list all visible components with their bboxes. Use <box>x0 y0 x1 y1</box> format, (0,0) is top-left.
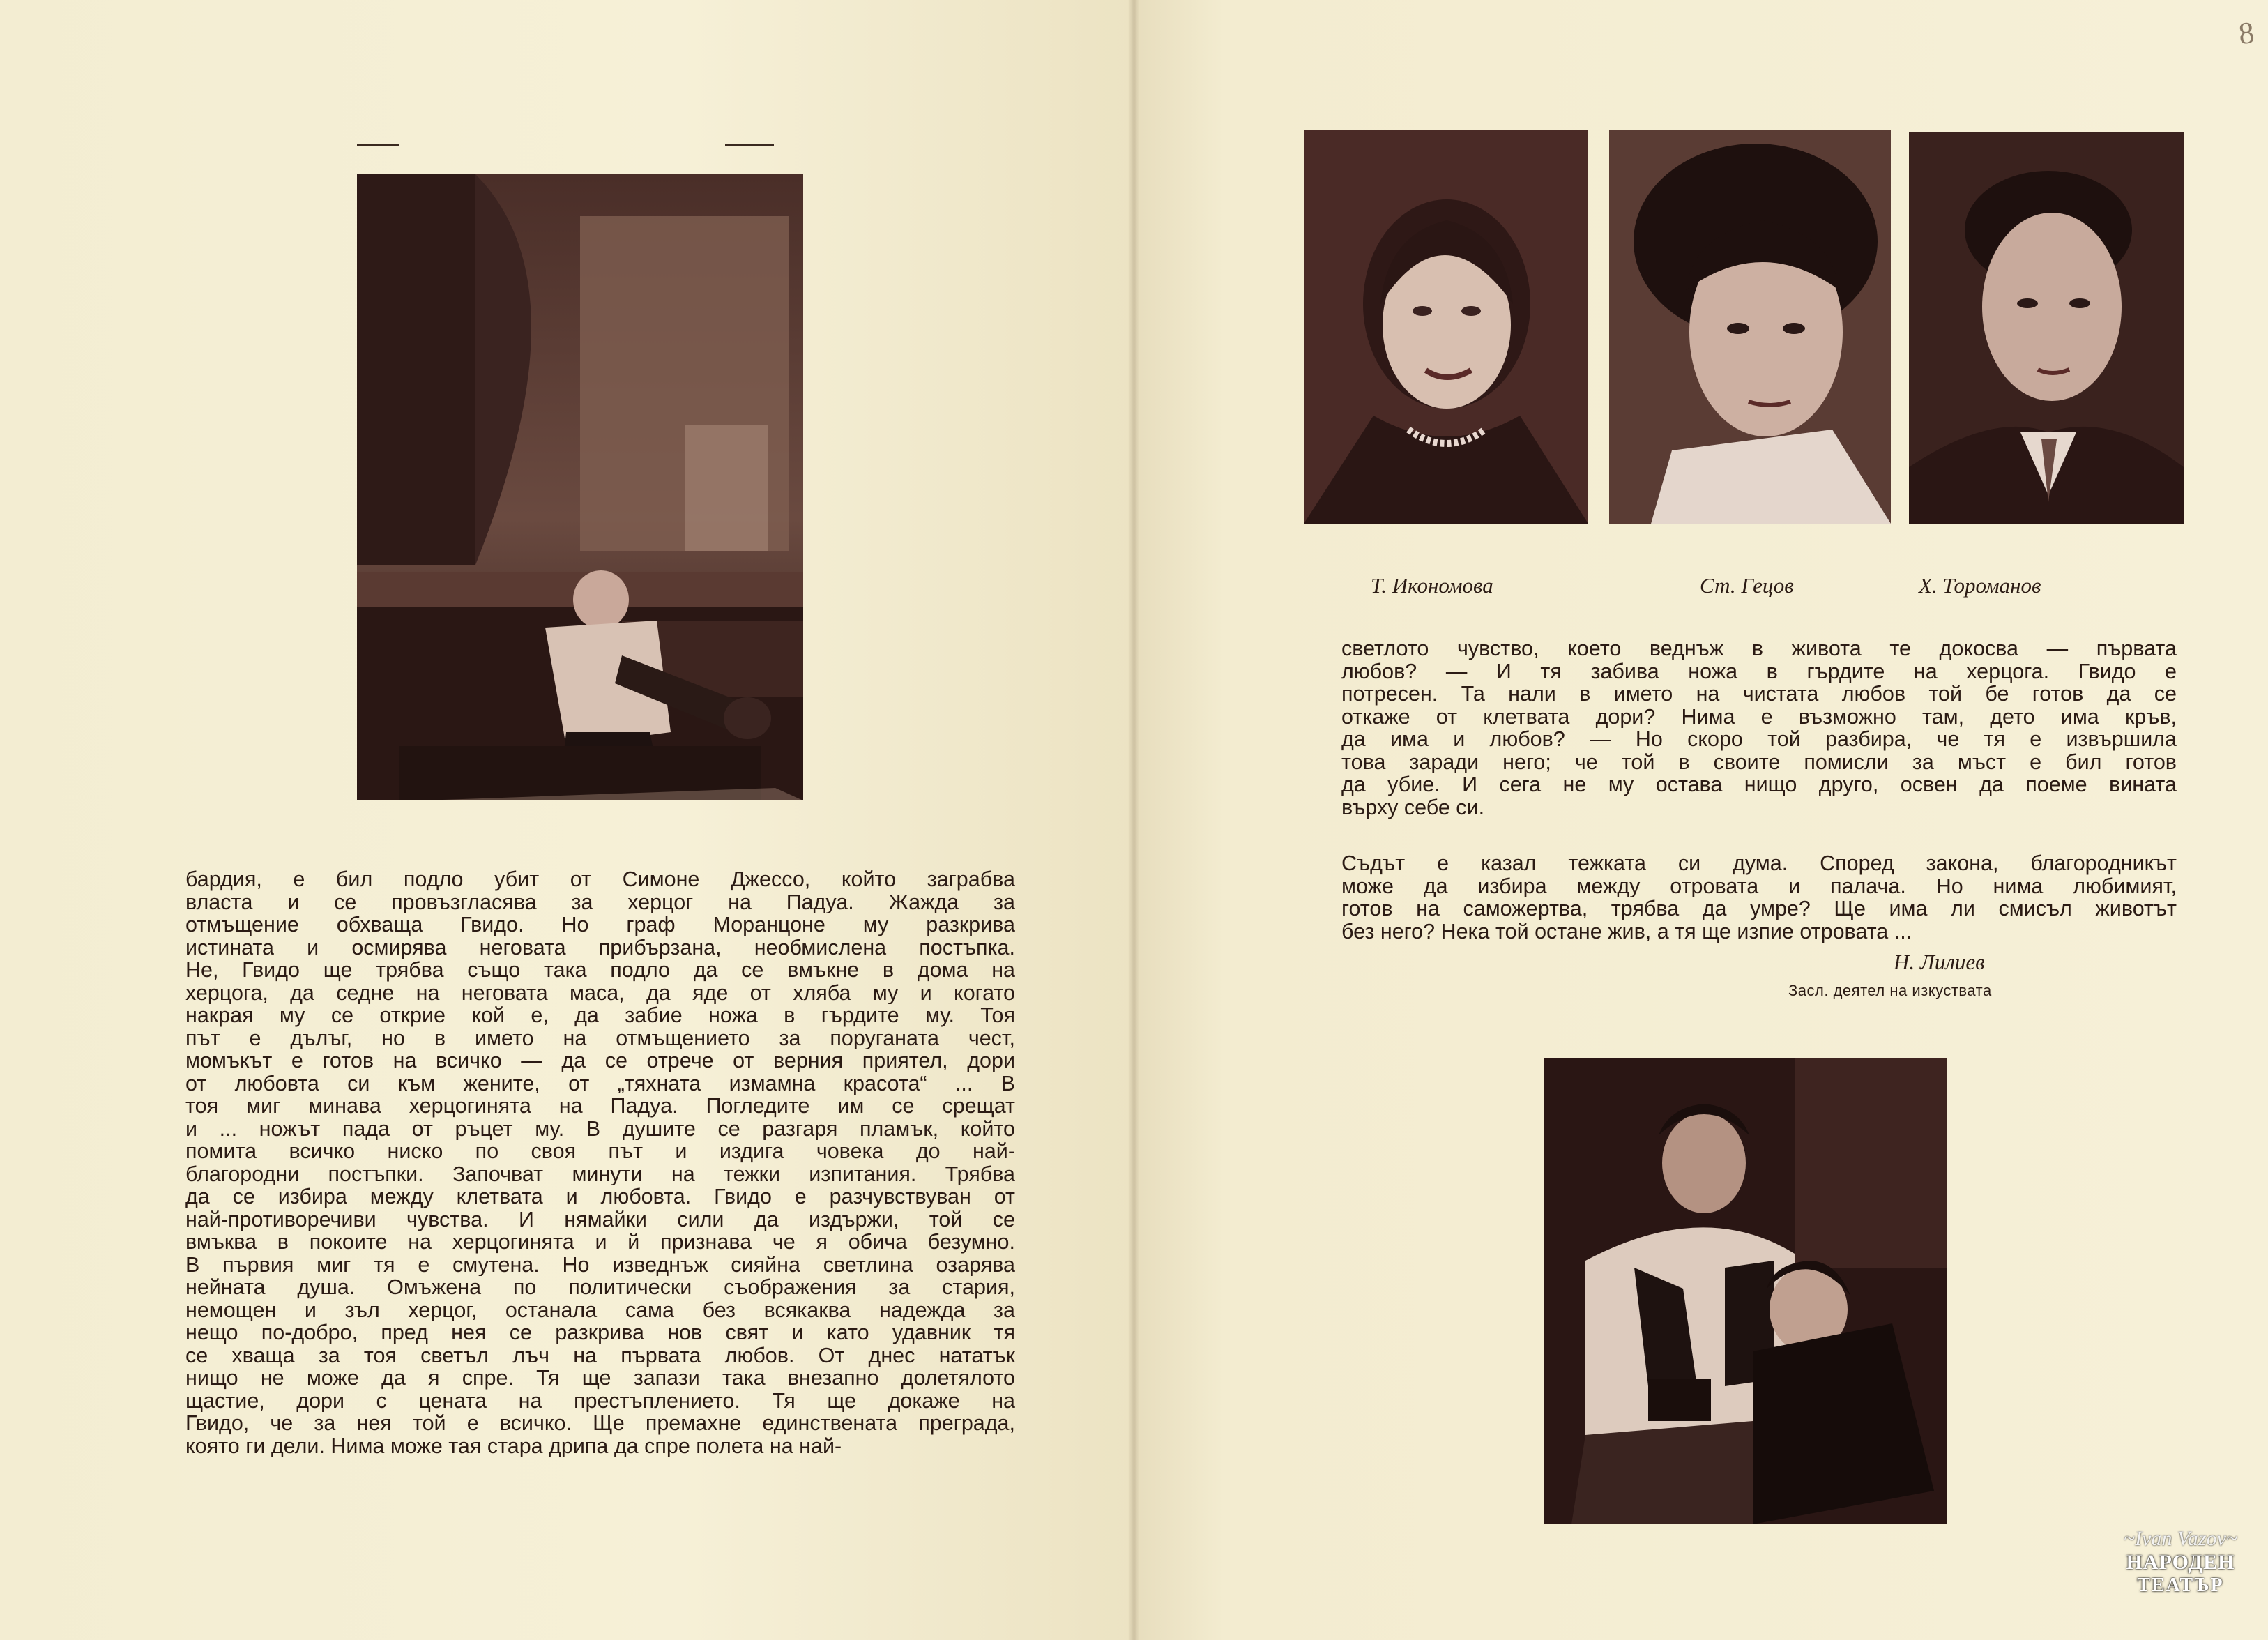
watermark-signature-mark: ~Ivan Vazov~ <box>2123 1527 2238 1550</box>
left-page-body-text <box>185 868 1015 1457</box>
text-line: Не, Гвидо ще трябва също така подло да се вмъкне в дома на <box>185 959 1015 982</box>
watermark-line-1: НАРОДЕН <box>2126 1551 2235 1574</box>
caption-ikonomova: Т. Икономова <box>1371 573 1493 598</box>
print-mark <box>725 144 774 146</box>
text-line: може да избира между отровата и палача. Но нима любимият, <box>1341 874 2177 897</box>
text-line: властa и се провъзгласява за херцог на Падуа. Жажда за <box>185 890 1015 913</box>
text-line: откаже от клетвата дори? Нима е възможно там, дето има кръв, <box>1341 705 2177 728</box>
text-line: В първия миг тя е смутена. Но изведнъж сияйна светлина озарява <box>185 1253 1015 1276</box>
text-line: немощен и зъл херцог, останала сама без всякаква надежда за <box>185 1298 1015 1321</box>
text-line: нейната душа. Омъжена по политически съображения за стария, <box>185 1276 1015 1299</box>
text-line: Съдът е казал тежката си дума. Според закона, благородникът <box>1341 852 2177 875</box>
text-line: тоя миг минава херцогинята на Падуа. Погледите им се срещат <box>185 1095 1015 1118</box>
portrait-woman-image <box>1304 130 1588 524</box>
author-title: Засл. деятел на изкуствата <box>1788 982 1992 999</box>
text-line: да се избира между клетвата и любовта. Гвидо е разчувствуван от <box>185 1185 1015 1208</box>
text-line: помита всичко ниско по своя път и издига човека до най- <box>185 1140 1015 1163</box>
portrait-getsov <box>1609 130 1891 524</box>
text-line: нещо по-добро, пред нея се разкрива нов свят и като удавник тя <box>185 1321 1015 1344</box>
text-line: потресен. Та нали в името на чистата любов той бе готов да се <box>1341 683 2177 706</box>
text-line: това заради него; че той в своите помисли за мъст е бил готов <box>1341 750 2177 773</box>
caption-getsov: Ст. Гецов <box>1700 573 1794 598</box>
text-line: светлото чувство, което веднъж в живота те докосва — първата <box>1341 637 2177 660</box>
right-page-body-text-1 <box>1341 637 2177 819</box>
text-line: да има и любов? — Но скоро той разбира, че тя е извършила <box>1341 728 2177 751</box>
print-mark <box>357 144 399 146</box>
text-line: любов? — И тя забива ножа в гърдите на херцога. Гвидо е <box>1341 660 2177 683</box>
text-line: готов на саможертва, трябва да умре? Ще има ли смисъл животът <box>1341 897 2177 920</box>
text-line: бардия, е бил подло убит от Симоне Джессо, който заграбва <box>185 868 1015 891</box>
text-line: която ги дели. Нима може тая стара дрипа да спре полета на най- <box>185 1434 842 1457</box>
text-line: Гвидо, че за нея той е всичко. Ще премахне единствената преграда, <box>185 1412 1015 1435</box>
text-line: без него? Нека той остане жив, а тя ще изпие отровата ... <box>1341 920 1912 943</box>
text-line: вмъква в покоите на херцогинята и й признава че я обича безумно. <box>185 1231 1015 1254</box>
caption-toromanov: Х. Тороманов <box>1919 573 2041 598</box>
text-line: херцога, да седне на неговата маса, да яде от хляба му и когато <box>185 981 1015 1004</box>
text-line: от любовта си към жените, от „тяхната измамна красота“ ... В <box>185 1072 1015 1095</box>
page-number: 8 <box>2237 15 2256 52</box>
text-line: щастие, дори с цената на престъплението. Тя ще докаже на <box>185 1389 1015 1412</box>
portrait-toromanov <box>1909 132 2184 524</box>
stage-scene-duel-image <box>357 174 803 800</box>
text-line: отмъщение обхваща Гвидо. Но граф Моранцоне му разкрива <box>185 913 1015 936</box>
author-signature: Н. Лилиев <box>1894 950 1985 974</box>
portrait-ikonomova <box>1304 130 1588 524</box>
text-line: най-противоречиви чувства. И нямайки сили да издържи, той се <box>185 1208 1015 1231</box>
text-line: върху себе си. <box>1341 796 1485 819</box>
text-line: истината и осмирява неговата прибързана, необмислена постъпка. <box>185 936 1015 959</box>
text-line: благородни постъпки. Започват минути на тежки изпитания. Трябва <box>185 1162 1015 1185</box>
stage-scene-two-men-photo <box>1544 1058 1947 1524</box>
right-page-body-text-2 <box>1341 852 2177 943</box>
portrait-man-curly-image <box>1609 130 1891 524</box>
text-line: се хваща за тоя светъл лъч на първата любов. От днес нататък <box>185 1344 1015 1367</box>
text-line: момъкът е готов на всичко — да се отрече от верния приятел, дори <box>185 1049 1015 1072</box>
watermark-line-2: ТЕАТЪР <box>2137 1574 2224 1596</box>
text-line: накрая му се открие кой е, да забие ножа в гърдите му. Тоя <box>185 1004 1015 1027</box>
text-line: път е дълъг, но в името на отмъщението за поруганата чест, <box>185 1026 1015 1049</box>
national-theatre-watermark <box>2119 1527 2242 1625</box>
portrait-man-image <box>1909 132 2184 524</box>
text-line: да убие. И сега не му остава нищо друго, освен да поеме вината <box>1341 773 2177 796</box>
center-fold <box>1128 0 1139 1640</box>
text-line: нищо не може да я спре. Тя ще запази така внезапно долетялото <box>185 1367 1015 1390</box>
stage-scene-duel-photo <box>357 174 803 800</box>
text-line: и ... ножът пада от ръцет му. В душите се разгаря пламък, който <box>185 1117 1015 1140</box>
stage-scene-two-men-image <box>1544 1058 1947 1524</box>
